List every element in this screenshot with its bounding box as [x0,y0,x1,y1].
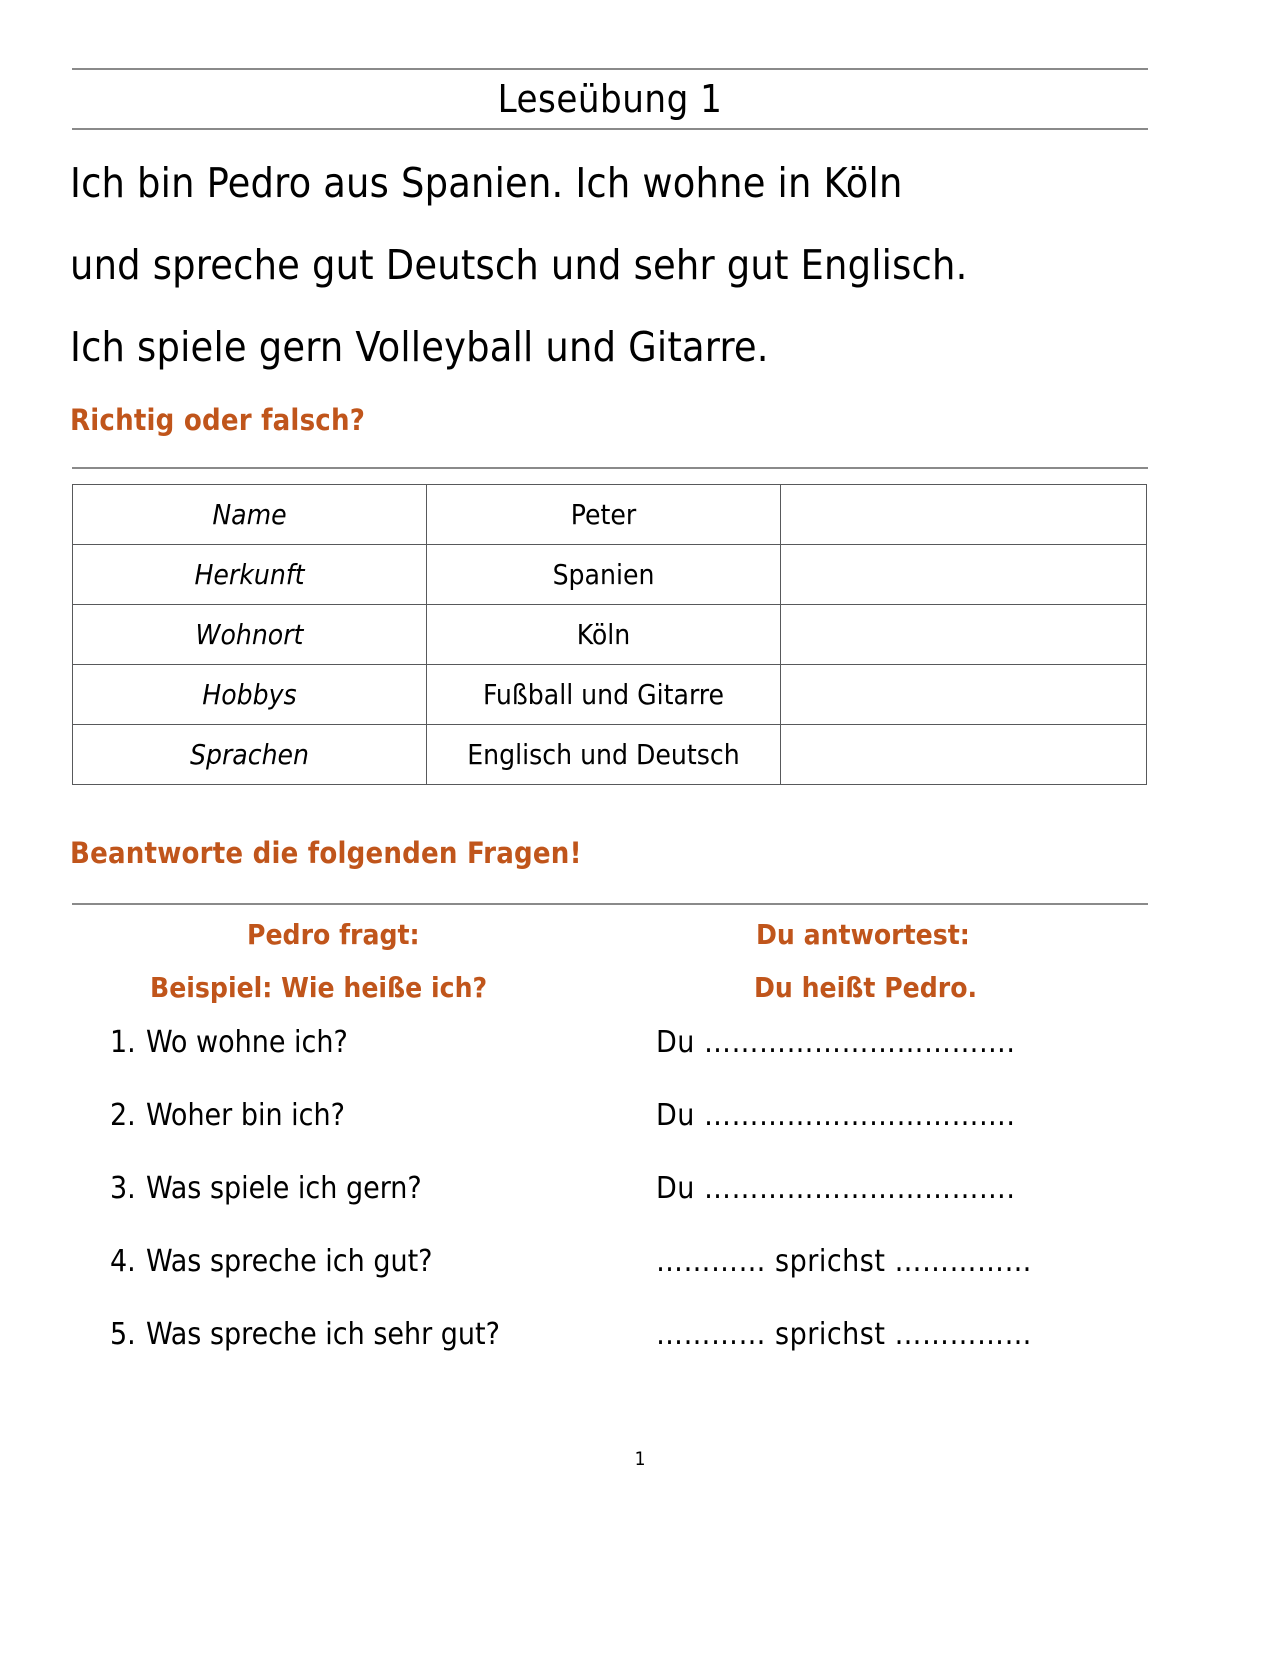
table-cell-value: Fußball und Gitarre [427,665,781,725]
passage-line-1: Ich bin Pedro aus Spanien. Ich wohne in Köln [70,159,903,207]
answer-blank[interactable]: Du ……………………………. [656,1098,1016,1133]
table-cell-answer[interactable] [781,545,1147,605]
answer-blank[interactable]: Du ……………………………. [656,1025,1016,1060]
table-row [73,605,1147,665]
qa-header-answers: Du antwortest: [756,918,970,951]
question-text: Was spiele ich gern? [146,1171,422,1206]
table-cell-value: Köln [427,605,781,665]
table-cell-value: Peter [427,485,781,545]
qa-example-question: Beispiel: Wie heiße ich? [150,971,488,1004]
table-cell-label: Name [73,485,427,545]
table-cell-value: Englisch und Deutsch [427,725,781,785]
true-false-heading: Richtig oder falsch? [70,403,366,437]
table-cell-value: Spanien [427,545,781,605]
table-cell-answer[interactable] [781,485,1147,545]
question-row [72,1024,1162,1097]
passage-line-3: Ich spiele gern Volleyball und Gitarre. [70,323,769,371]
question-row [72,1097,1162,1170]
answer-blank[interactable]: ………… sprichst …………… [656,1317,1032,1352]
table-row [73,545,1147,605]
title-rule-bottom [72,128,1148,130]
question-number: 5. [110,1317,136,1352]
table-row [73,665,1147,725]
question-number: 3. [110,1171,136,1206]
table-cell-label: Wohnort [73,605,427,665]
questions-heading: Beantworte die folgenden Fragen! [70,836,582,870]
table-row [73,725,1147,785]
true-false-rule [72,467,1148,469]
question-row [72,1170,1162,1243]
page-title: Leseübung 1 [497,77,723,121]
qa-example-answer: Du heißt Pedro. [754,971,978,1004]
question-text: Was spreche ich gut? [146,1244,433,1279]
questions-rule [72,903,1148,905]
qa-column-headers [72,918,1148,958]
table-cell-label: Sprachen [73,725,427,785]
question-row [72,1316,1162,1389]
qa-header-questions: Pedro fragt: [247,918,420,951]
question-text: Wo wohne ich? [146,1025,348,1060]
title-rule-top [72,68,1148,70]
table-cell-answer[interactable] [781,605,1147,665]
reading-passage [70,142,1160,388]
question-row [72,1243,1162,1316]
question-number: 2. [110,1098,136,1133]
page-number: 1 [634,1448,646,1470]
true-false-table [72,484,1147,785]
table-row [73,485,1147,545]
table-cell-label: Hobbys [73,665,427,725]
question-list [72,1024,1162,1389]
question-text: Woher bin ich? [146,1098,345,1133]
table-cell-answer[interactable] [781,725,1147,785]
question-number: 4. [110,1244,136,1279]
table-cell-label: Herkunft [73,545,427,605]
question-number: 1. [110,1025,136,1060]
question-text: Was spreche ich sehr gut? [146,1317,500,1352]
qa-example-row [72,971,1148,1013]
table-cell-answer[interactable] [781,665,1147,725]
passage-line-2: und spreche gut Deutsch und sehr gut Englisch. [70,241,968,289]
answer-blank[interactable]: Du ……………………………. [656,1171,1016,1206]
answer-blank[interactable]: ………… sprichst …………… [656,1244,1032,1279]
